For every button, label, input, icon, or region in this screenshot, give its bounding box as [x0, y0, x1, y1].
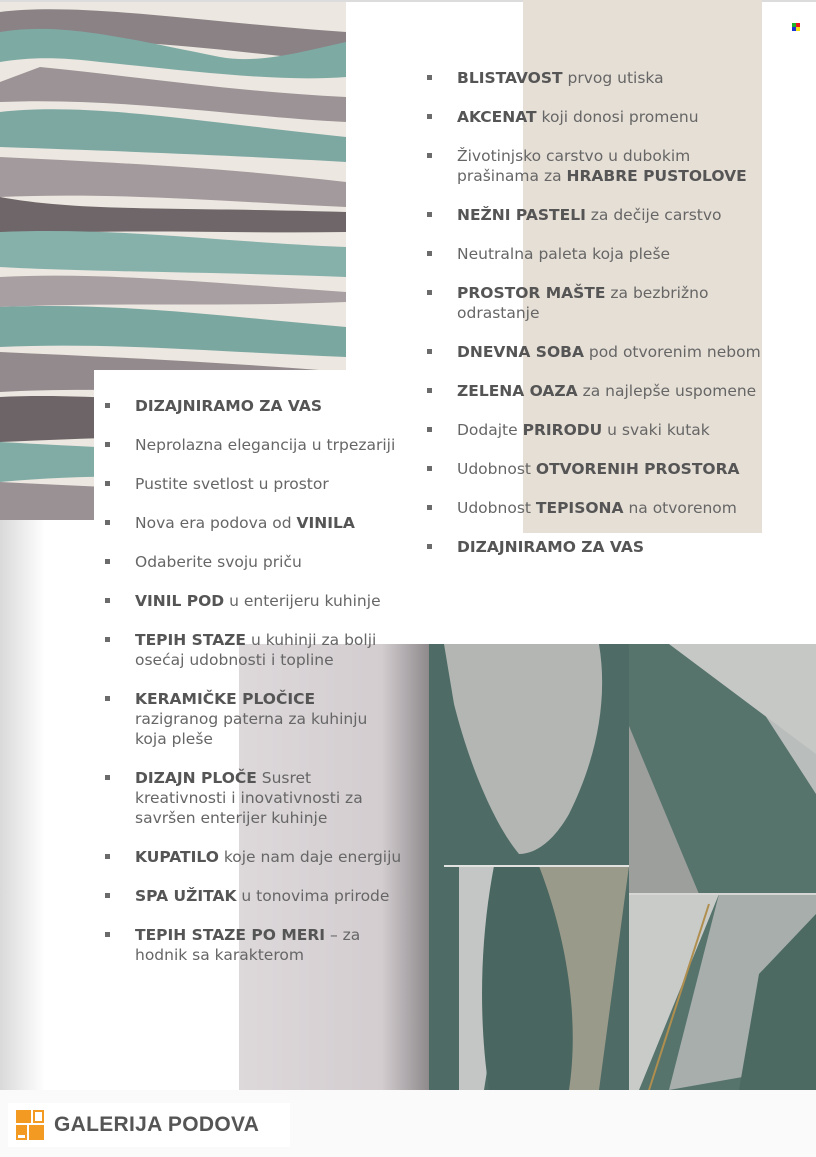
- bullet-icon: [105, 442, 110, 447]
- bullet-icon: [105, 932, 110, 937]
- list-item: DIZAJNIRAMO ZA VAS: [103, 396, 403, 416]
- list-item: NEŽNI PASTELI za dečije carstvo: [425, 205, 765, 225]
- list-item: TEPIH STAZE PO MERI – za hodnik sa karakterom: [103, 925, 403, 965]
- list-item: Životinjsko carstvo u dubokim prašinama za HRABRE PUSTOLOVE: [425, 146, 765, 186]
- bullet-icon: [427, 251, 432, 256]
- bullet-icon: [427, 290, 432, 295]
- bullet-icon: [105, 520, 110, 525]
- left-feature-list: [103, 396, 403, 965]
- bullet-icon: [427, 427, 432, 432]
- bullet-icon: [427, 544, 432, 549]
- list-item: Neutralna paleta koja pleše: [425, 244, 765, 264]
- four-color-squares-icon: [792, 23, 800, 31]
- bullet-icon: [427, 349, 432, 354]
- bullet-icon: [427, 212, 432, 217]
- bullet-icon: [105, 775, 110, 780]
- list-item: Udobnost TEPISONA na otvorenom: [425, 498, 765, 518]
- list-item: DNEVNA SOBA pod otvorenim nebom: [425, 342, 765, 362]
- list-item: PROSTOR MAŠTE za bezbrižno odrastanje: [425, 283, 765, 323]
- bullet-icon: [427, 505, 432, 510]
- bullet-icon: [105, 854, 110, 859]
- list-item: ZELENA OAZA za najlepše uspomene: [425, 381, 765, 401]
- bullet-icon: [427, 466, 432, 471]
- list-item: Nova era podova od VINILA: [103, 513, 403, 533]
- list-item: AKCENAT koji donosi promenu: [425, 107, 765, 127]
- left-edge-shadow: [0, 515, 45, 1157]
- list-item: KERAMIČKE PLOČICE razigranog paterna za kuhinju koja pleše: [103, 689, 403, 749]
- list-item: DIZAJN PLOČE Susret kreativnosti i inovativnosti za savršen enterijer kuhinje: [103, 768, 403, 828]
- bullet-icon: [427, 153, 432, 158]
- brand-name: GALERIJA PODOVA: [54, 1113, 260, 1136]
- list-item: Neprolazna elegancija u trpezariji: [103, 435, 403, 455]
- list-item: DIZAJNIRAMO ZA VAS: [425, 537, 765, 557]
- bullet-icon: [427, 114, 432, 119]
- brand-logo: [8, 1103, 290, 1147]
- bullet-icon: [105, 598, 110, 603]
- list-item: VINIL POD u enterijeru kuhinje: [103, 591, 403, 611]
- right-feature-list: [425, 68, 765, 557]
- bullet-icon: [105, 893, 110, 898]
- list-item: Dodajte PRIRODU u svaki kutak: [425, 420, 765, 440]
- list-item: Odaberite svoju priču: [103, 552, 403, 572]
- list-item: Udobnost OTVORENIH PROSTORA: [425, 459, 765, 479]
- tile-squares-logo-icon: [16, 1110, 46, 1140]
- list-item: Pustite svetlost u prostor: [103, 474, 403, 494]
- bullet-icon: [105, 696, 110, 701]
- list-item: KUPATILO koje nam daje energiju: [103, 847, 403, 867]
- list-item: TEPIH STAZE u kuhinji za bolji osećaj udobnosti i topline: [103, 630, 403, 670]
- list-item: BLISTAVOST prvog utiska: [425, 68, 765, 88]
- bullet-icon: [427, 388, 432, 393]
- bullet-icon: [105, 481, 110, 486]
- bullet-icon: [105, 637, 110, 642]
- bullet-icon: [105, 559, 110, 564]
- bullet-icon: [105, 403, 110, 408]
- list-item: SPA UŽITAK u tonovima prirode: [103, 886, 403, 906]
- bullet-icon: [427, 75, 432, 80]
